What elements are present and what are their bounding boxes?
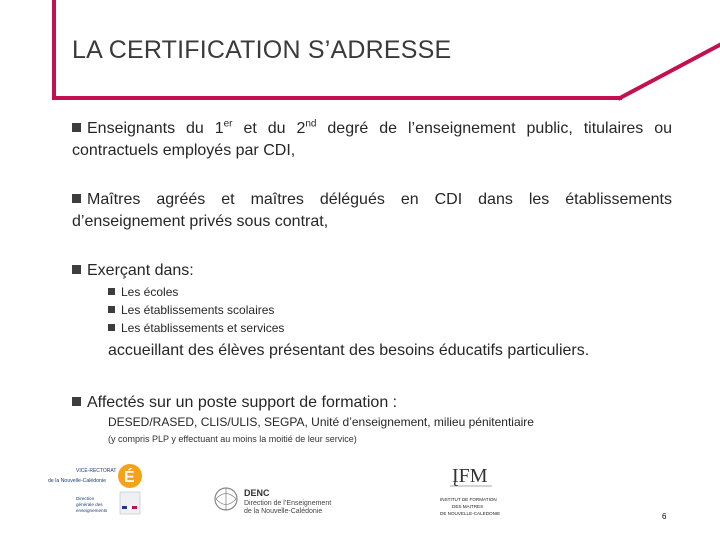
denc-name: DENC <box>244 488 270 498</box>
title-underline <box>52 96 622 100</box>
sub-bullet-icon <box>108 306 115 313</box>
affectes-note: (y compris PLP y effectuant au moins la moitié de leur service) <box>108 434 357 444</box>
page-number: 6 <box>662 512 667 521</box>
sub-item-label: Les écoles <box>121 285 179 299</box>
bullet-square-icon <box>72 397 81 406</box>
vr-dir2: générale des <box>76 502 103 507</box>
bullet-square-icon <box>72 265 81 274</box>
ifm-line3: DE NOUVELLE-CALEDONIE <box>440 511 501 516</box>
sub-item-ecoles <box>108 283 178 301</box>
sub-bullet-icon <box>108 288 115 295</box>
sub-item-etablissements <box>108 301 274 319</box>
bullet-affectes <box>72 392 397 414</box>
bullet-exercant <box>72 260 194 282</box>
vice-rectorat-logo <box>46 460 156 524</box>
denc-logo <box>212 482 382 516</box>
vr-dir1: Direction <box>76 496 95 501</box>
bullet-maitres <box>72 189 672 233</box>
bullet-text: degré de l’enseignement public, titulaires ou contractuels employés par CDI, <box>72 120 673 159</box>
svg-text:É: É <box>124 469 135 486</box>
ifm-line2: DES MAITRES <box>452 504 484 509</box>
affectes-detail: DESED/RASED, CLIS/ULIS, SEGPA, Unité d’enseignement, milieu pénitentiaire <box>108 415 534 429</box>
superscript: nd <box>305 118 317 130</box>
bullet-enseignants <box>72 118 672 162</box>
ifm-logo <box>438 458 508 522</box>
ifm-monogram-icon: ĮFM <box>452 465 488 487</box>
sub-item-services <box>108 319 284 337</box>
bullet-text: Affectés sur un poste support de formation : <box>87 394 398 411</box>
sub-item-label: Les établissements et services <box>121 321 285 335</box>
denc-line1: Direction de l’Enseignement <box>244 500 332 507</box>
sub-item-label: Les établissements scolaires <box>121 303 275 317</box>
vr-line2: de la Nouvelle-Calédonie <box>48 478 106 484</box>
superscript: er <box>223 118 233 130</box>
bullet-square-icon <box>72 123 81 132</box>
accueil-text: accueillant des élèves présentant des besoins éducatifs particuliers. <box>108 342 590 359</box>
denc-line2: de la Nouvelle-Calédonie <box>244 508 323 515</box>
bullet-square-icon <box>72 194 81 203</box>
slide-title: LA CERTIFICATION S’ADRESSE <box>72 36 452 64</box>
ifm-line1: INSTITUT DE FORMATION <box>440 497 497 502</box>
bullet-text: Exerçant dans: <box>87 262 194 279</box>
vr-line1: VICE-RECTORAT <box>76 468 117 474</box>
bullet-text: Enseignants du 1 <box>87 120 224 137</box>
marianne-icon <box>120 492 140 514</box>
sub-bullet-icon <box>108 324 115 331</box>
bullet-text: Maîtres agréés et maîtres délégués en CDI dans les établissements d’enseignement privés sous contrat, <box>72 191 672 230</box>
bullet-text: et du 2 <box>232 120 306 137</box>
vr-dir3: enseignements <box>76 508 108 513</box>
